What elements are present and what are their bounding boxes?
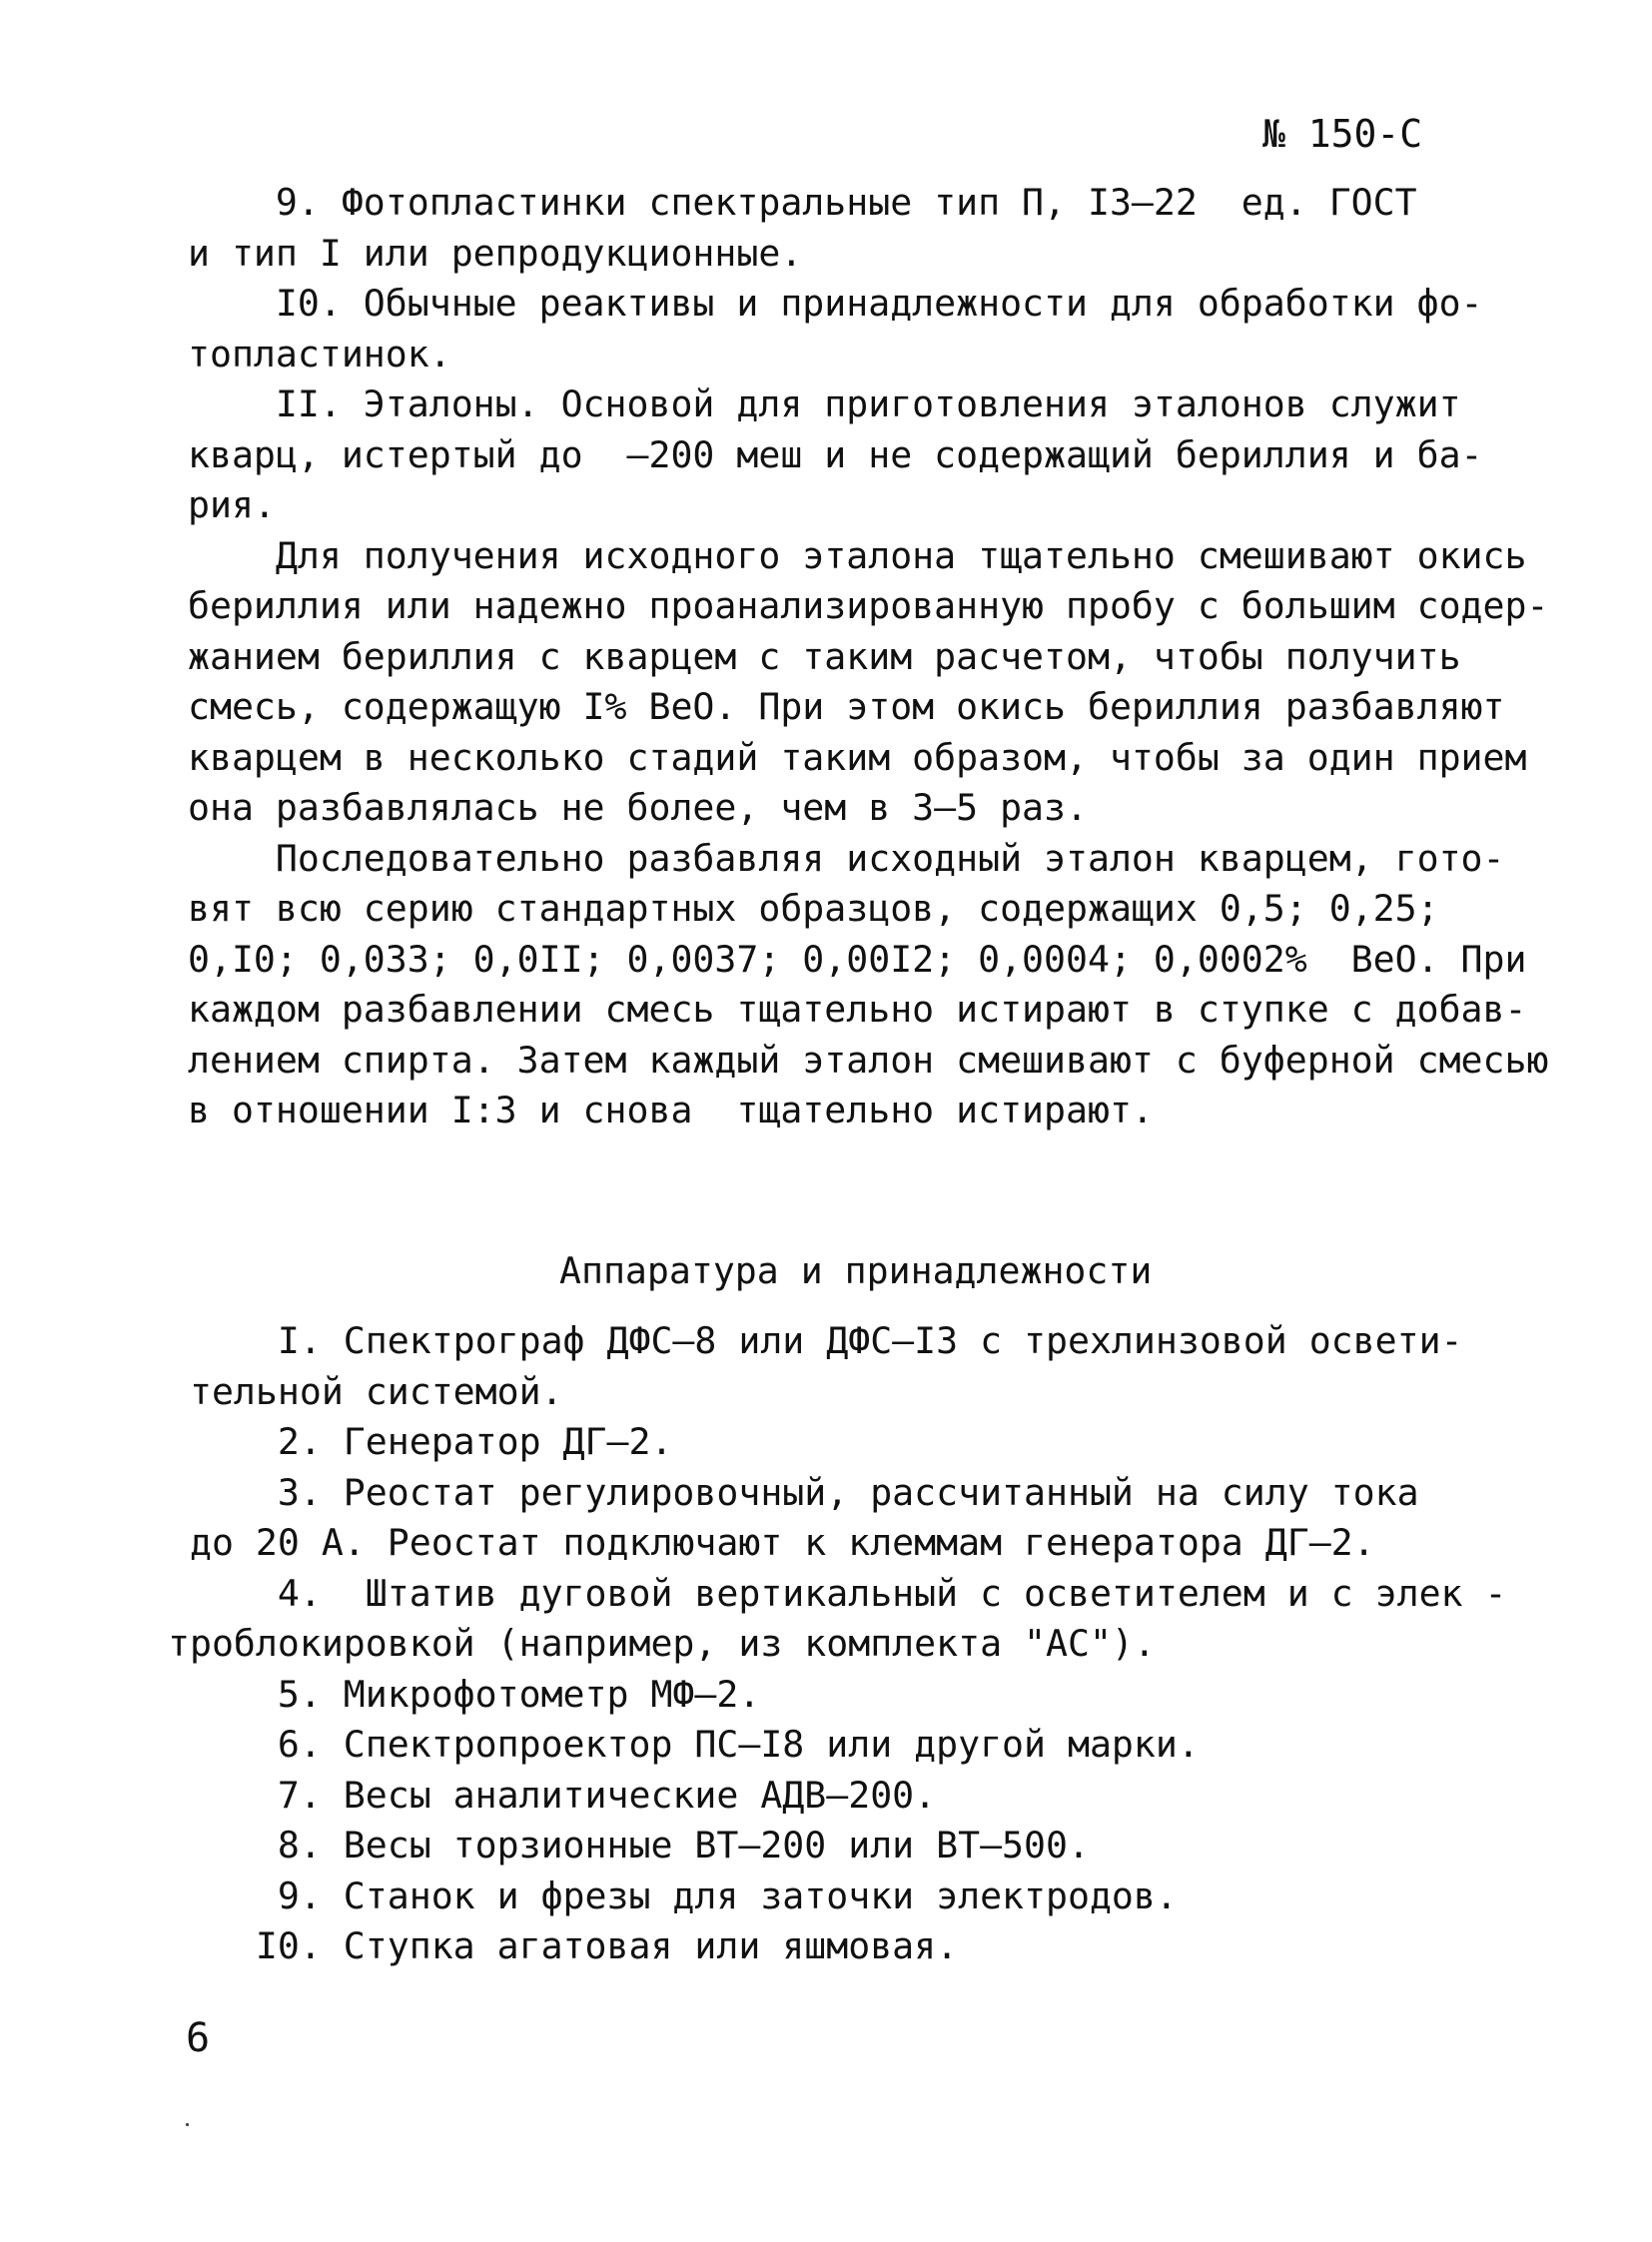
text-line: Последовательно разбавляя исходный эталон кварцем, гото- bbox=[188, 836, 1505, 880]
text-line: в отношении I:3 и снова тщательно истирают. bbox=[188, 1089, 1154, 1131]
text-line: Для получения исходного эталона тщательно смешивают окись bbox=[188, 533, 1527, 577]
section-heading-text: Аппаратура и принадлежности bbox=[559, 1249, 1153, 1292]
text-line: каждом разбавлении смесь тщательно истирают в ступке с добав- bbox=[188, 988, 1527, 1031]
scan-speck bbox=[186, 2123, 189, 2126]
text-line: кварцем в несколько стадий таким образом, чтобы за один прием bbox=[188, 735, 1527, 779]
text-line: кварц, истертый до –200 меш и не содержащий бериллия и ба- bbox=[188, 432, 1483, 476]
list-item: 4. Штатив дуговой вертикальный с осветителем и с элек - bbox=[168, 1571, 1507, 1615]
list-item: 6. Спектропроектор ПС–I8 или другой марки. bbox=[168, 1723, 1200, 1766]
text-line: рия. bbox=[188, 483, 276, 526]
document-number: № 150-С bbox=[1262, 112, 1423, 156]
equipment-list bbox=[168, 1316, 1526, 1972]
list-item: 9. Станок и фрезы для заточки электродов. bbox=[168, 1873, 1178, 1917]
list-item: 2. Генератор ДГ–2. bbox=[168, 1420, 673, 1463]
list-item: 8. Весы торзионные ВТ–200 или ВТ–500. bbox=[168, 1824, 1090, 1867]
text-line: смесь, содержащую I% BeO. При этом окись бериллия разбавляют bbox=[188, 685, 1505, 728]
list-item: до 20 А. Реостат подключают к клеммам генератора ДГ–2. bbox=[168, 1521, 1375, 1564]
list-item: I. Спектрограф ДФС–8 или ДФС–I3 с трехлинзовой освети- bbox=[168, 1319, 1463, 1362]
text-line: вят всю серию стандартных образцов, содержащих 0,5; 0,25; bbox=[188, 887, 1439, 930]
list-item: троблокировкой (например, из комплекта "АС"). bbox=[168, 1622, 1156, 1665]
text-line: II. Эталоны. Основой для приготовления эталонов служит bbox=[188, 382, 1461, 425]
text-line: I0. Обычные реактивы и принадлежности для обработки фо- bbox=[188, 282, 1483, 325]
text-line: жанием бериллия с кварцем с таким расчетом, чтобы получить bbox=[188, 634, 1461, 678]
list-item: I0. Ступка агатовая или яшмовая. bbox=[168, 1924, 959, 1967]
list-item: тельной системой. bbox=[168, 1369, 563, 1413]
text-line: 9. Фотопластинки спектральные тип П, I3–22 ед. ГОСТ bbox=[188, 181, 1417, 224]
page-number: 6 bbox=[186, 2015, 211, 2061]
text-line: и тип I или репродукционные. bbox=[188, 231, 803, 275]
body-text bbox=[188, 178, 1549, 1136]
text-line: топластинок. bbox=[188, 332, 451, 375]
list-item: 5. Микрофотометр МФ–2. bbox=[168, 1672, 761, 1716]
text-line: она разбавлялась не более, чем в 3–5 раз. bbox=[188, 786, 1088, 829]
text-line: бериллия или надежно проанализированную пробу с большим содер- bbox=[188, 584, 1549, 627]
list-item: 3. Реостат регулировочный, рассчитанный на силу тока bbox=[168, 1470, 1419, 1514]
text-line: лением спирта. Затем каждый эталон смешивают с буферной смесью bbox=[188, 1038, 1549, 1082]
text-line: 0,I0; 0,033; 0,0II; 0,0037; 0,00I2; 0,0004; 0,0002% BeO. При bbox=[188, 937, 1527, 981]
list-item: 7. Весы аналитические АДВ–200. bbox=[168, 1773, 937, 1817]
